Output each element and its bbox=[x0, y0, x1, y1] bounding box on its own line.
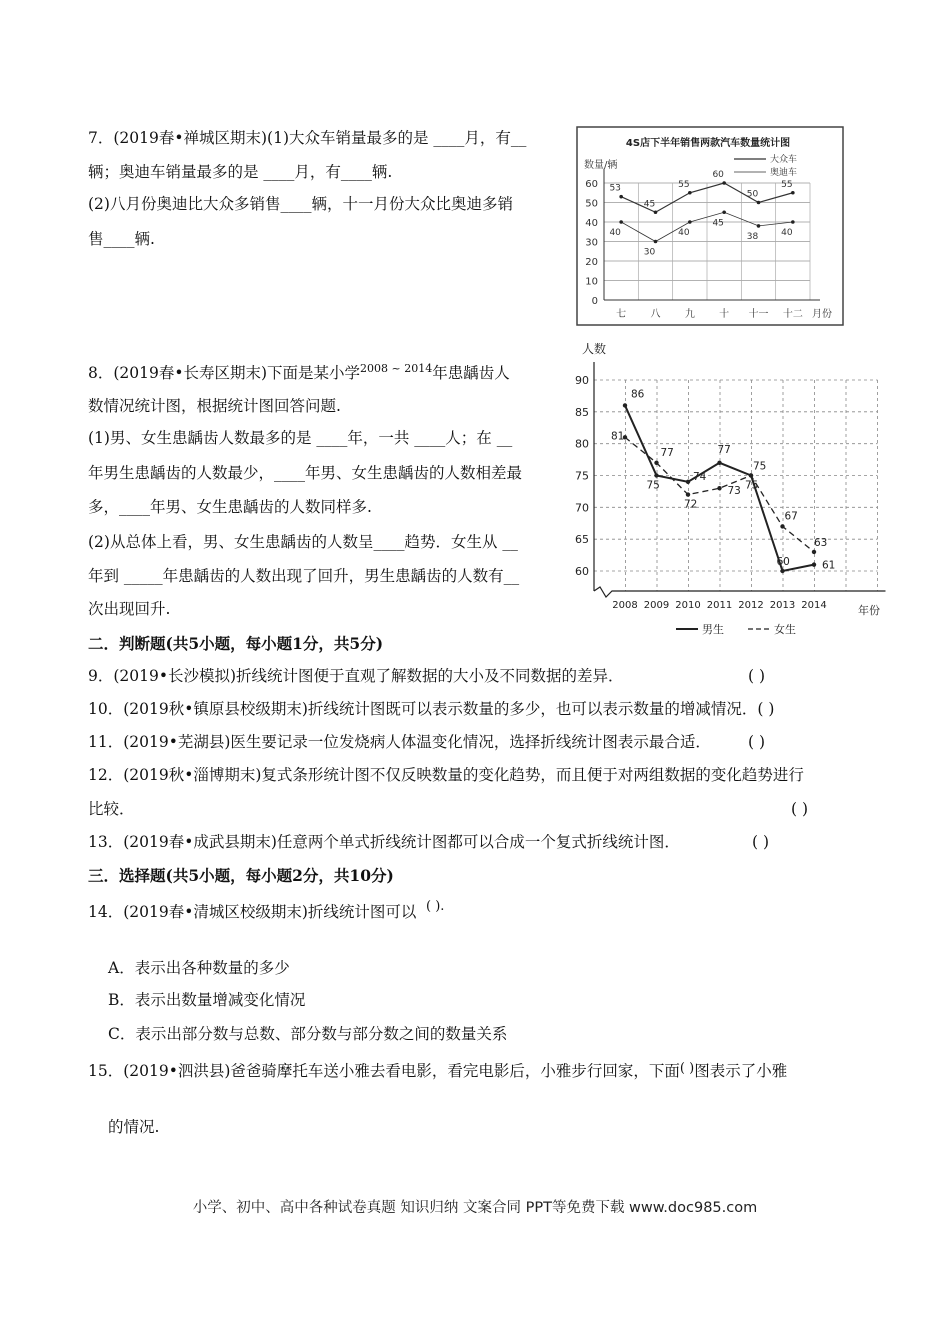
q14-text: 14．(2019春•清城区校级期末)折线统计图可以 bbox=[88, 903, 417, 921]
q11-text: 11．(2019•芜湖县)医生要记录一位发烧病人体温变化情况，选择折线统计图表示最合适． bbox=[88, 733, 711, 751]
q9-answer-paren[interactable]: ( ) bbox=[748, 667, 766, 685]
chart1-data-label: 60 bbox=[712, 170, 724, 180]
chart2-data-label: 61 bbox=[822, 559, 836, 572]
chart2-legend-label: 男生 bbox=[702, 623, 724, 636]
chart2-data-label: 77 bbox=[660, 446, 674, 459]
q15-text-b: 图表示了小雅 bbox=[694, 1062, 788, 1080]
chart2-point bbox=[654, 461, 658, 465]
chart2-xtick-label: 2011 bbox=[706, 600, 733, 611]
chart1-data-label: 53 bbox=[609, 183, 621, 194]
chart1-data-label: 55 bbox=[781, 179, 793, 190]
page-footer: 小学、初中、高中各种试卷真题 知识归纳 文案合同 PPT等免费下载 www.doc985.com bbox=[192, 1200, 758, 1216]
q8-line7: 年到 _____年患龋齿的人数出现了回升，男生患龋齿的人数有__ bbox=[88, 567, 520, 585]
chart1-ytick-label: 10 bbox=[585, 276, 598, 288]
chart2-point bbox=[780, 524, 784, 528]
chart2-point bbox=[812, 562, 816, 566]
chart1-legend-label: 大众车 bbox=[770, 155, 798, 165]
chart1-ytick-label: 40 bbox=[585, 218, 598, 229]
chart2-xtick-label: 2013 bbox=[769, 600, 796, 611]
q13-answer-paren[interactable]: ( ) bbox=[752, 833, 770, 851]
chart1-point bbox=[757, 224, 761, 228]
chart2-legend-label: 女生 bbox=[774, 623, 796, 636]
chart2-ytick-label: 60 bbox=[575, 565, 589, 578]
caries-chart bbox=[572, 338, 890, 643]
chart1-point bbox=[757, 201, 761, 205]
q7-line1: 7．(2019春•禅城区期末)(1)大众车销量最多的是 ____月，有__ bbox=[88, 129, 527, 147]
chart2-ytick-label: 85 bbox=[575, 405, 589, 419]
chart1-data-label: 55 bbox=[678, 179, 690, 190]
chart1-legend-label: 奥迪车 bbox=[770, 168, 798, 178]
chart1-point bbox=[791, 220, 795, 224]
q10-text: 10．(2019秋•镇原县校级期末)折线统计图既可以表示数量的多少，也可以表示数量的增减情况．( ) bbox=[88, 700, 775, 718]
chart2-xtick-label: 2009 bbox=[643, 600, 670, 611]
chart2-data-label: 86 bbox=[631, 388, 645, 401]
q8-line1-a: 8．(2019春•长寿区期末)下面是某小学 bbox=[88, 364, 361, 382]
chart1-data-label: 30 bbox=[643, 247, 656, 258]
chart2-data-label: 72 bbox=[684, 498, 698, 511]
chart1-title: 4S店下半年销售两款汽车数量统计图 bbox=[625, 138, 791, 149]
section3-heading: 三．选择题(共5小题，每小题2分，共10分) bbox=[88, 866, 394, 885]
q11-answer-paren[interactable]: ( ) bbox=[748, 733, 766, 751]
chart2-point bbox=[686, 492, 690, 496]
chart2-x-axis bbox=[594, 587, 886, 597]
chart2-data-label: 63 bbox=[814, 536, 828, 549]
chart1-point bbox=[722, 181, 726, 185]
chart2-xtick-label: 2010 bbox=[675, 600, 701, 611]
chart1-xtick-label: 十一 bbox=[748, 309, 769, 320]
q7-line2: 辆；奥迪车销量最多的是 ____月，有____辆. bbox=[88, 163, 393, 181]
chart1-xtick-label: 九 bbox=[684, 309, 695, 320]
chart1-data-label: 40 bbox=[678, 228, 690, 238]
q14-option-c[interactable]: C．表示出部分数与总数、部分数与部分数之间的数量关系 bbox=[108, 1025, 508, 1043]
chart2-data-label: 75 bbox=[646, 479, 660, 492]
chart2-point bbox=[717, 461, 721, 465]
chart2-data-label: 67 bbox=[784, 510, 798, 523]
q7-line4: 售____辆. bbox=[88, 230, 155, 248]
chart1-data-label: 45 bbox=[643, 199, 656, 210]
q9-text: 9．(2019•长沙模拟)折线统计图便于直观了解数据的大小及不同数据的差异． bbox=[88, 667, 624, 685]
chart2-point bbox=[812, 550, 816, 554]
chart2-point bbox=[780, 569, 784, 573]
chart1-ytick-label: 50 bbox=[585, 198, 598, 210]
chart2-ytick-label: 70 bbox=[575, 501, 589, 515]
chart2-ytick-label: 65 bbox=[575, 533, 589, 547]
q8-line1-b: 年患龋齿人 bbox=[432, 364, 510, 382]
q15-text-a: 15．(2019•泗洪县)爸爸骑摩托车送小雅去看电影，看完电影后，小雅步行回家，下面 bbox=[88, 1062, 680, 1080]
chart1-ytick-label: 30 bbox=[585, 237, 598, 249]
chart1-point bbox=[722, 210, 726, 214]
chart2-xtick-label: 2008 bbox=[612, 600, 638, 611]
q8-line1 bbox=[88, 362, 510, 382]
chart1-data-label: 45 bbox=[712, 218, 724, 229]
chart1-data-label: 50 bbox=[746, 189, 759, 200]
chart2-xtick-label: 2014 bbox=[801, 600, 827, 611]
section2-heading: 二．判断题(共5小题，每小题1分，共5分) bbox=[88, 634, 384, 653]
q12-line1: 12．(2019秋•淄博期末)复式条形统计图不仅反映数量的变化趋势，而且便于对两组数据的变化趋势进行 bbox=[88, 766, 804, 784]
chart2-ytick-label: 90 bbox=[575, 374, 589, 387]
chart2-ytick-label: 80 bbox=[575, 437, 589, 451]
car-sales-chart bbox=[576, 126, 844, 326]
q12-line2: 比较． bbox=[88, 800, 135, 818]
q15-line1 bbox=[88, 1061, 788, 1080]
q8-line8: 次出现回升. bbox=[88, 600, 171, 618]
chart2-xlabel: 年份 bbox=[858, 604, 880, 617]
chart2-point bbox=[686, 480, 690, 484]
chart1-point bbox=[688, 191, 692, 195]
chart1-xtick-label: 七 bbox=[616, 309, 627, 320]
q8-line2: 数情况统计图，根据统计图回答问题. bbox=[88, 397, 341, 415]
chart2-data-label: 81 bbox=[611, 430, 625, 443]
chart1-ytick-label: 60 bbox=[585, 179, 598, 190]
chart2-point bbox=[654, 473, 658, 477]
chart1-point bbox=[654, 240, 658, 244]
q15-answer-paren[interactable]: ( ) bbox=[679, 1061, 695, 1076]
chart2-xtick-label: 2012 bbox=[738, 600, 764, 611]
chart2-ytick-label: 75 bbox=[575, 469, 589, 483]
chart1-point bbox=[791, 191, 795, 195]
chart2-data-label: 73 bbox=[727, 485, 741, 498]
chart2-data-label: 74 bbox=[693, 470, 707, 483]
q13-text: 13．(2019春•成武县期末)任意两个单式折线统计图都可以合成一个复式折线统计图． bbox=[88, 833, 680, 851]
chart1-xlabel: 月份 bbox=[812, 309, 832, 320]
chart2-data-label: 75 bbox=[753, 460, 767, 473]
chart1-ytick-label: 20 bbox=[585, 257, 598, 268]
chart1-point bbox=[619, 195, 623, 199]
chart1-xtick-label: 八 bbox=[650, 309, 661, 320]
q14-option-b[interactable]: B．表示出数量增减变化情况 bbox=[108, 991, 306, 1009]
chart1-point bbox=[654, 210, 658, 214]
q7-line3: (2)八月份奥迪比大众多销售____辆，十一月份大众比奥迪多销 bbox=[88, 195, 513, 213]
chart1-data-label: 40 bbox=[781, 228, 793, 238]
chart1-xtick-label: 十二 bbox=[782, 309, 803, 320]
chart1-point bbox=[688, 220, 692, 224]
q8-line5: 多，____年男、女生患龋齿的人数同样多. bbox=[88, 498, 372, 516]
chart2-ylabel: 人数 bbox=[582, 342, 607, 356]
q12-answer-paren[interactable]: ( ) bbox=[791, 800, 809, 818]
chart2-point bbox=[749, 473, 753, 477]
chart1-ytick-label: 0 bbox=[591, 296, 598, 307]
chart2-data-label: 75 bbox=[745, 479, 759, 492]
chart1-xtick-label: 十 bbox=[719, 309, 730, 320]
q15-line2: 的情况. bbox=[108, 1118, 160, 1136]
chart1-data-label: 40 bbox=[609, 228, 621, 238]
chart2-data-label: 60 bbox=[776, 556, 790, 568]
q8-line6: (2)从总体上看，男、女生患龋齿的人数呈____趋势．女生从 __ bbox=[88, 533, 518, 551]
q8-line3: (1)男、女生患龋齿人数最多的是 ____年，一共 ____人；在 __ bbox=[88, 429, 513, 447]
chart2-data-label: 77 bbox=[717, 443, 731, 456]
chart1-data-label: 38 bbox=[746, 231, 759, 242]
q14-answer-paren[interactable]: ( ). bbox=[426, 899, 445, 914]
chart1-ylabel: 数量/辆 bbox=[584, 160, 618, 171]
chart1-point bbox=[619, 220, 623, 224]
q8-line4: 年男生患龋齿的人数最少，____年男、女生患龋齿的人数相差最 bbox=[88, 464, 523, 482]
chart2-point bbox=[717, 486, 721, 490]
chart2-point bbox=[623, 403, 627, 407]
q8-years: 2008 ~ 2014 bbox=[360, 362, 433, 375]
q14-option-a[interactable]: A．表示出各种数量的多少 bbox=[108, 959, 290, 977]
